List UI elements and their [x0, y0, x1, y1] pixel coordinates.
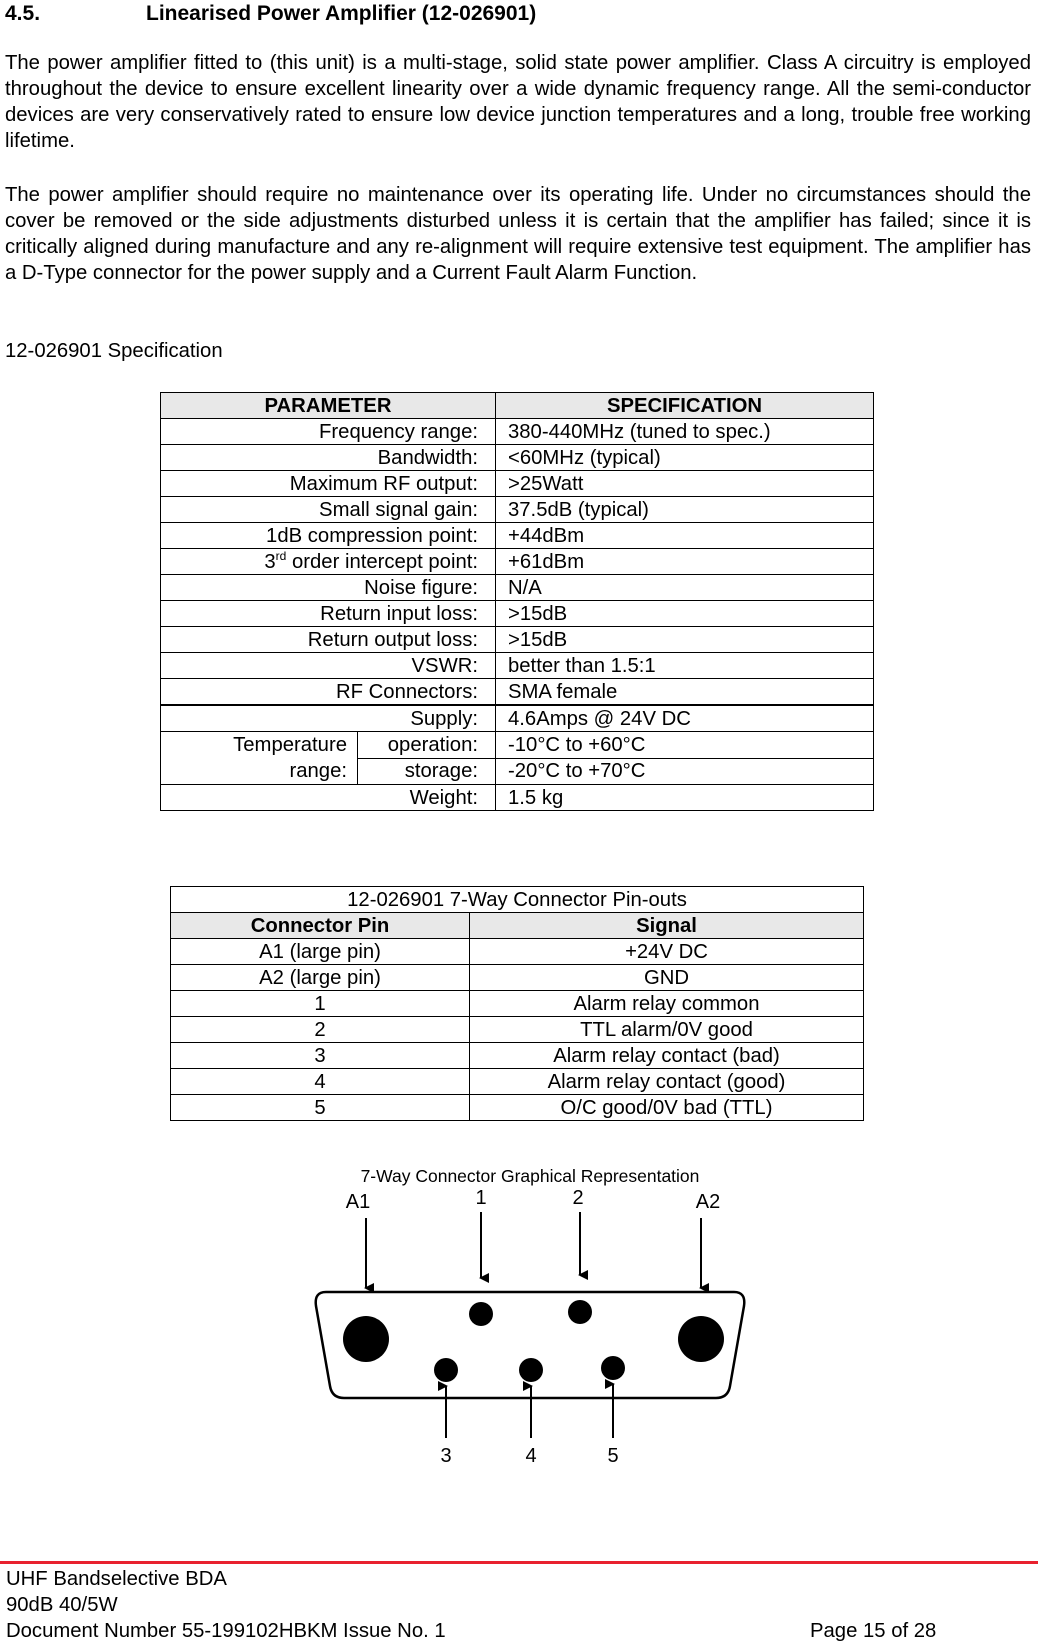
spec-row: [161, 653, 874, 679]
spec-label: 12-026901 Specification: [5, 340, 223, 362]
pin-row: [171, 965, 864, 991]
temperature-operation-value: -10°C to +60°C: [496, 732, 874, 759]
footer-page-number: Page 15 of 28: [810, 1620, 937, 1642]
spec-value: +44dBm: [496, 523, 874, 549]
spec-row: [161, 445, 874, 471]
spec-param: RF Connectors:: [161, 679, 496, 706]
spec-value: >15dB: [496, 601, 874, 627]
footer-model: 90dB 40/5W: [6, 1594, 118, 1616]
spec-row-weight: [161, 785, 874, 811]
signal-cell: TTL alarm/0V good: [470, 1017, 864, 1043]
spec-value: 37.5dB (typical): [496, 497, 874, 523]
spec-value: SMA female: [496, 679, 874, 706]
pin-header-connector: Connector Pin: [171, 913, 470, 939]
spec-value: <60MHz (typical): [496, 445, 874, 471]
pin-5: [601, 1356, 625, 1380]
spec-row: [161, 627, 874, 653]
temperature-label-line2: range:: [289, 760, 347, 782]
connector-diagram: [300, 1190, 760, 1490]
spec-header-row: [161, 393, 874, 419]
pin-cell: A2 (large pin): [171, 965, 470, 991]
temperature-operation-label: operation:: [358, 732, 496, 759]
spec-row: [161, 523, 874, 549]
spec-table: [160, 392, 874, 811]
signal-cell: Alarm relay common: [470, 991, 864, 1017]
pin-table-caption-row: [171, 887, 864, 913]
label-a1: A1: [345, 1191, 371, 1213]
paragraph-intro: The power amplifier fitted to (this unit) is a multi-stage, solid state power amplifier. Class A circuitry is employed throughout the device to ensure excellent linearity over a wide dynamic frequency range. All the semi-conductor devices are very conservatively rated to ensure low device junction temperatures and a long, trouble free working lifetime.: [5, 52, 1031, 152]
spec-param: Small signal gain:: [161, 497, 496, 523]
label-a2: A2: [695, 1191, 721, 1213]
spec-param: VSWR:: [161, 653, 496, 679]
spec-row: [161, 601, 874, 627]
spec-param: Bandwidth:: [161, 445, 496, 471]
spec-param-pre: 3: [264, 550, 276, 573]
spec-value: >25Watt: [496, 471, 874, 497]
label-4: 4: [525, 1445, 537, 1467]
spec-row: [161, 575, 874, 601]
spec-param: Frequency range:: [161, 419, 496, 445]
label-2: 2: [572, 1190, 584, 1209]
spec-value: N/A: [496, 575, 874, 601]
spec-param: Noise figure:: [161, 575, 496, 601]
weight-param: Weight:: [161, 785, 496, 811]
spec-param-post: order intercept point:: [286, 550, 478, 573]
spec-value: better than 1.5:1: [496, 653, 874, 679]
spec-row: [161, 419, 874, 445]
spec-row: [161, 705, 874, 732]
spec-param: [161, 549, 496, 575]
spec-param: Maximum RF output:: [161, 471, 496, 497]
spec-value: 4.6Amps @ 24V DC: [496, 705, 874, 732]
pin-a2: [678, 1316, 724, 1362]
pin-4: [519, 1358, 543, 1382]
pin-header-signal: Signal: [470, 913, 864, 939]
spec-param: Return output loss:: [161, 627, 496, 653]
spec-header-parameter: PARAMETER: [161, 393, 496, 419]
pin-row: [171, 1043, 864, 1069]
spec-param: 1dB compression point:: [161, 523, 496, 549]
pin-3: [434, 1358, 458, 1382]
footer-divider: [0, 1561, 1038, 1564]
pin-cell: 4: [171, 1069, 470, 1095]
section-heading: [5, 2, 536, 26]
signal-cell: Alarm relay contact (good): [470, 1069, 864, 1095]
pin-row: [171, 1069, 864, 1095]
spec-value: +61dBm: [496, 549, 874, 575]
footer-product: UHF Bandselective BDA: [6, 1568, 227, 1590]
spec-header-specification: SPECIFICATION: [496, 393, 874, 419]
pin-cell: 1: [171, 991, 470, 1017]
signal-cell: O/C good/0V bad (TTL): [470, 1095, 864, 1121]
pin-a1: [343, 1316, 389, 1362]
signal-cell: GND: [470, 965, 864, 991]
signal-cell: +24V DC: [470, 939, 864, 965]
temperature-label: [161, 732, 358, 785]
pin-table-header-row: [171, 913, 864, 939]
spec-param-sup: rd: [275, 548, 287, 563]
label-5: 5: [607, 1445, 619, 1467]
temperature-label-line1: Temperature: [233, 734, 347, 756]
spec-row: [161, 497, 874, 523]
signal-cell: Alarm relay contact (bad): [470, 1043, 864, 1069]
pin-cell: 3: [171, 1043, 470, 1069]
spec-row: [161, 679, 874, 706]
pin-row: [171, 991, 864, 1017]
temperature-storage-value: -20°C to +70°C: [496, 758, 874, 785]
pin-row: [171, 939, 864, 965]
footer-document-number: Document Number 55-199102HBKM Issue No. 1: [6, 1620, 446, 1642]
paragraph-maintenance: The power amplifier should require no maintenance over its operating life. Under no circumstances should the cover be removed or the side adjustments disturbed unless it is certain that the amplifier has failed; since it is critically aligned during manufacture and any re-alignment will require extensive test equipment. The amplifier has a D-Type connector for the power supply and a Current Fault Alarm Function.: [5, 184, 1031, 284]
spec-row: [161, 471, 874, 497]
temperature-storage-label: storage:: [358, 758, 496, 785]
pin-table: [170, 886, 864, 1121]
pin-1: [469, 1302, 493, 1326]
pin-cell: 2: [171, 1017, 470, 1043]
pin-cell: A1 (large pin): [171, 939, 470, 965]
spec-value: >15dB: [496, 627, 874, 653]
pin-row: [171, 1017, 864, 1043]
spec-value: 380-440MHz (tuned to spec.): [496, 419, 874, 445]
diagram-title: 7-Way Connector Graphical Representation: [360, 1166, 700, 1186]
pin-row: [171, 1095, 864, 1121]
weight-value: 1.5 kg: [496, 785, 874, 811]
label-3: 3: [440, 1445, 452, 1467]
pin-2: [568, 1300, 592, 1324]
label-1: 1: [475, 1190, 487, 1209]
pin-table-caption: 12-026901 7-Way Connector Pin-outs: [171, 887, 864, 913]
section-number: 4.5.: [5, 2, 41, 25]
spec-row-temperature-operation: [161, 732, 874, 759]
section-title: Linearised Power Amplifier (12-026901): [146, 2, 537, 25]
spec-row: [161, 549, 874, 575]
pin-cell: 5: [171, 1095, 470, 1121]
spec-param: Supply:: [161, 705, 496, 732]
spec-param: Return input loss:: [161, 601, 496, 627]
